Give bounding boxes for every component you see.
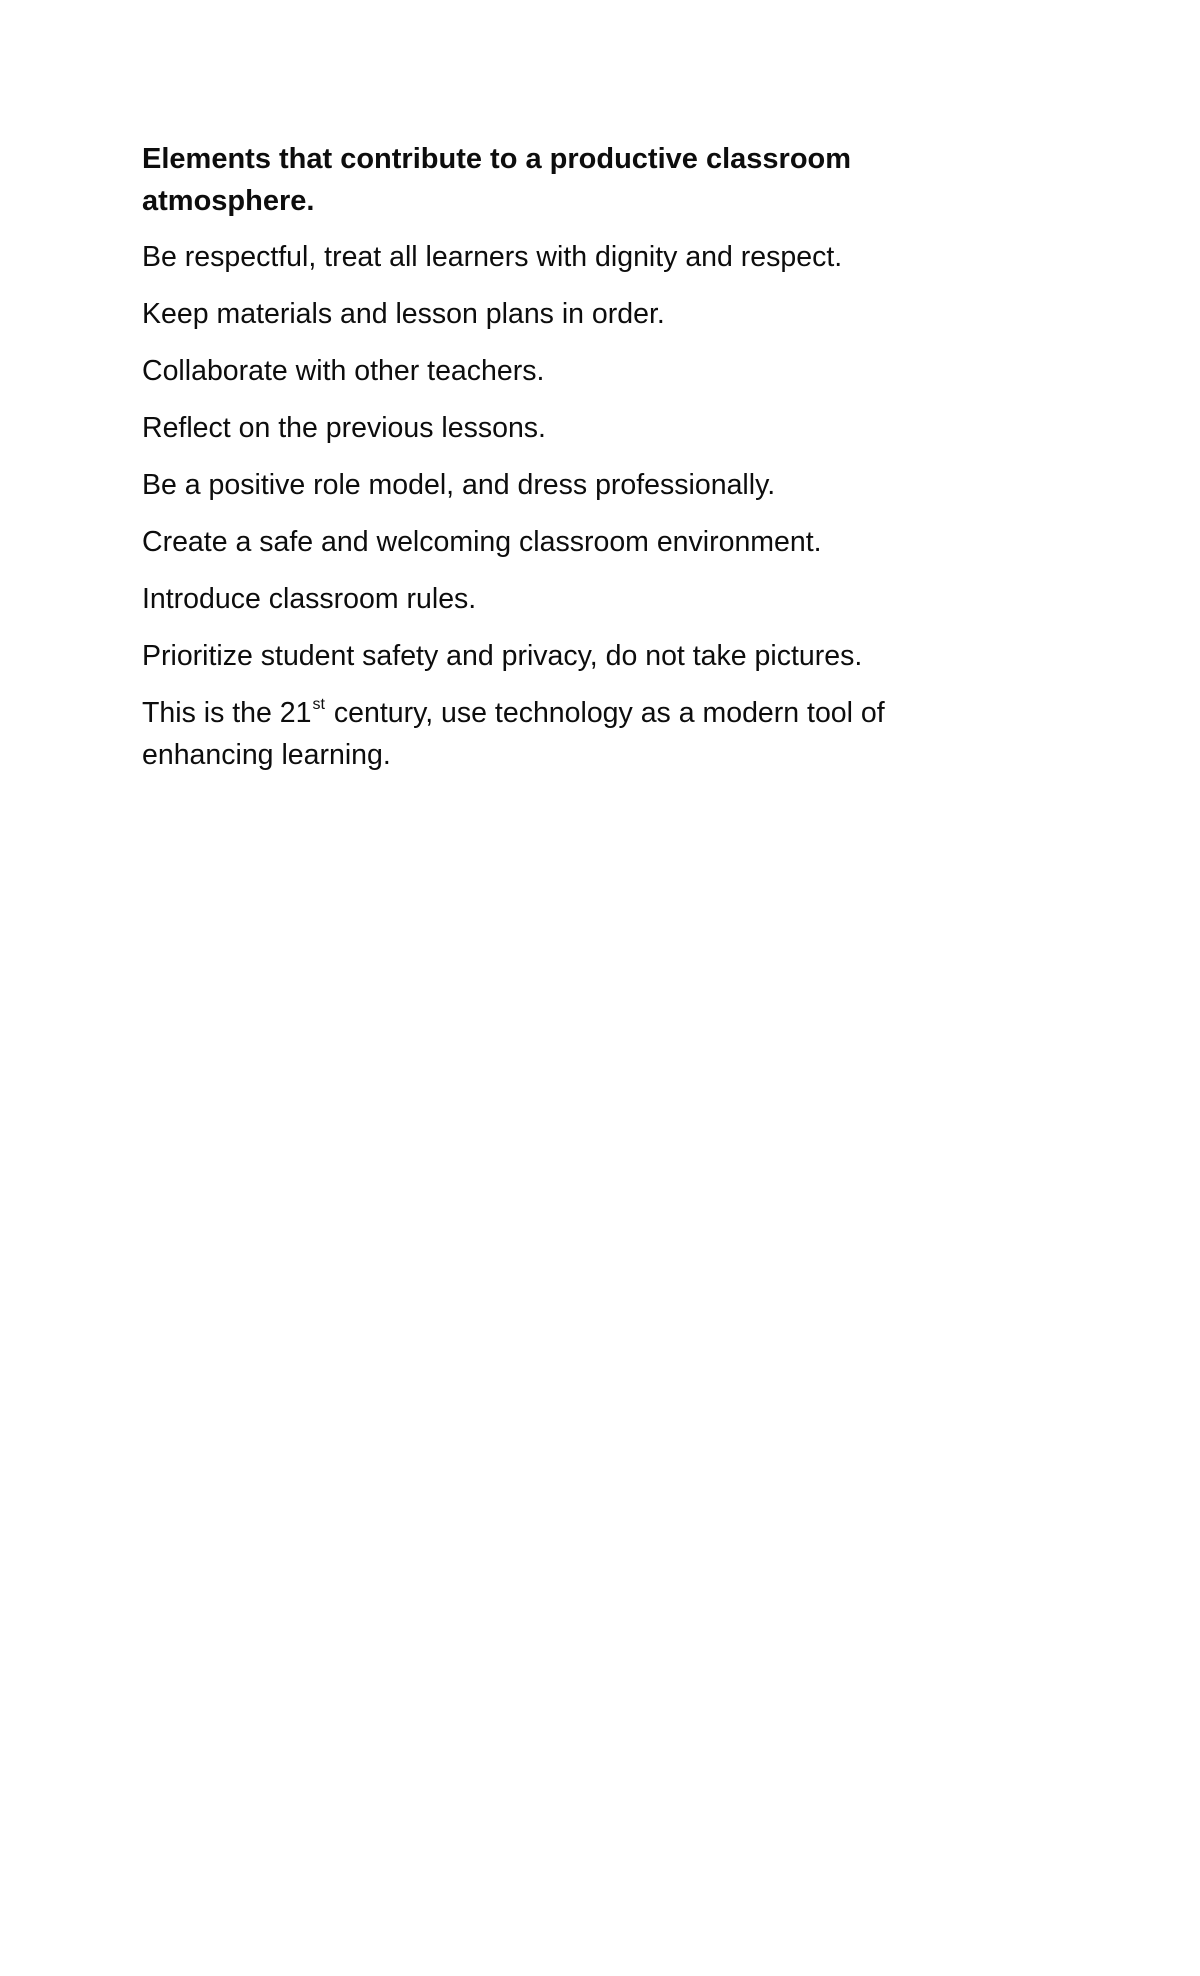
paragraph-materials: Keep materials and lesson plans in order. <box>142 298 665 330</box>
paragraph-respect: Be respectful, treat all learners with dignity and respect. <box>142 241 843 273</box>
paragraph-reflect: Reflect on the previous lessons. <box>142 412 546 444</box>
paragraph-technology <box>142 692 962 776</box>
technology-text-before: This is the 21 <box>142 697 312 729</box>
paragraph-role-model: Be a positive role model, and dress professionally. <box>142 469 776 501</box>
paragraph-privacy: Prioritize student safety and privacy, do not take pictures. <box>142 640 863 672</box>
ordinal-superscript: st <box>312 696 325 713</box>
document-heading: Elements that contribute to a productive classroom atmosphere. <box>142 143 852 217</box>
document-body <box>142 138 962 791</box>
paragraph-rules: Introduce classroom rules. <box>142 583 477 615</box>
technology-text-after: century, use technology as a modern tool of enhancing learning. <box>142 697 885 771</box>
paragraph-safe-environment: Create a safe and welcoming classroom environment. <box>142 526 822 558</box>
paragraph-collaborate: Collaborate with other teachers. <box>142 355 545 387</box>
